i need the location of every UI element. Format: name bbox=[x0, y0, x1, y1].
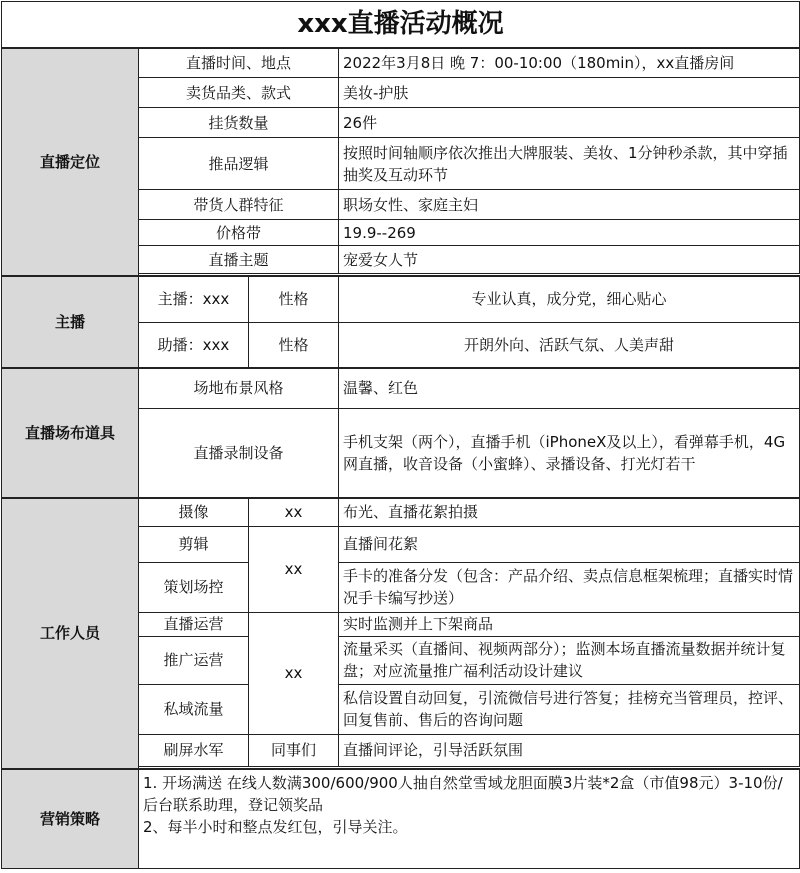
assistant-trait: 开朗外向、活跃气氛、人美声甜 bbox=[339, 322, 800, 368]
positioning-label-audience: 带货人群特征 bbox=[139, 190, 339, 220]
positioning-value-time: 2022年3月8日 晚 7：00-10:00（180min），xx直播房间 bbox=[339, 48, 800, 78]
venue-label-equipment: 直播录制设备 bbox=[139, 408, 339, 498]
positioning-label-category: 卖货品类、款式 bbox=[139, 78, 339, 108]
positioning-value-audience: 职场女性、家庭主妇 bbox=[339, 190, 800, 220]
staff-role-private-traffic: 私域流量 bbox=[139, 684, 249, 734]
host-trait: 专业认真，成分党，细心贴心 bbox=[339, 276, 800, 322]
staff-role-live-ops: 直播运营 bbox=[139, 612, 249, 636]
positioning-label-theme: 直播主题 bbox=[139, 246, 339, 274]
staff-role-promo-ops: 推广运营 bbox=[139, 636, 249, 684]
staff-duty-screen-army: 直播间评论，引导活跃氛围 bbox=[339, 734, 800, 766]
positioning-label-price: 价格带 bbox=[139, 220, 339, 246]
section-positioning: 直播定位 bbox=[2, 48, 139, 277]
marketing-content bbox=[139, 769, 800, 869]
host-trait-label: 性格 bbox=[249, 276, 339, 322]
section-host: 主播 bbox=[2, 276, 139, 368]
marketing-line-2: 2、每半小时和整点发红包，引导关注。 bbox=[143, 817, 408, 836]
page-title: xxx直播活动概况 bbox=[2, 2, 800, 48]
staff-duty-editing: 直播间花絮 bbox=[339, 526, 800, 562]
host-name: 主播：xxx bbox=[139, 276, 249, 322]
staff-duty-camera: 布光、直播花絮拍摄 bbox=[339, 498, 800, 526]
section-venue: 直播场布道具 bbox=[2, 368, 139, 498]
staff-role-planning: 策划场控 bbox=[139, 562, 249, 612]
positioning-value-price: 19.9--269 bbox=[339, 220, 800, 246]
assistant-name: 助播：xxx bbox=[139, 322, 249, 368]
live-overview-table bbox=[1, 1, 800, 869]
staff-role-camera: 摄像 bbox=[139, 498, 249, 526]
staff-duty-planning: 手卡的准备分发（包含：产品介绍、卖点信息框架梳理；直播实时情况手卡编写抄送） bbox=[339, 562, 800, 612]
section-marketing: 营销策略 bbox=[2, 769, 139, 869]
positioning-value-logic: 按照时间轴顺序依次推出大牌服装、美妆、1分钟秒杀款，其中穿插抽奖及互动环节 bbox=[339, 138, 800, 190]
staff-person-group1: xx bbox=[249, 526, 339, 612]
staff-role-editing: 剪辑 bbox=[139, 526, 249, 562]
positioning-value-category: 美妆-护肤 bbox=[339, 78, 800, 108]
positioning-value-quantity: 26件 bbox=[339, 108, 800, 138]
positioning-label-logic: 推品逻辑 bbox=[139, 138, 339, 190]
staff-duty-private-traffic: 私信设置自动回复，引流微信号进行答复；挂榜充当管理员，控评、回复售前、售后的咨询问题 bbox=[339, 684, 800, 734]
staff-duty-promo-ops: 流量采买（直播间、视频两部分）；监测本场直播流量数据并统计复盘；对应流量推广福利活动设计建议 bbox=[339, 636, 800, 684]
positioning-label-quantity: 挂货数量 bbox=[139, 108, 339, 138]
staff-person-group2: xx bbox=[249, 612, 339, 734]
assistant-trait-label: 性格 bbox=[249, 322, 339, 368]
staff-duty-live-ops: 实时监测并上下架商品 bbox=[339, 612, 800, 636]
positioning-value-theme: 宠爱女人节 bbox=[339, 246, 800, 274]
staff-person-camera: xx bbox=[249, 498, 339, 526]
venue-value-style: 温馨、红色 bbox=[339, 368, 800, 408]
staff-person-screen-army: 同事们 bbox=[249, 734, 339, 766]
venue-label-style: 场地布景风格 bbox=[139, 368, 339, 408]
venue-value-equipment: 手机支架（两个），直播手机（iPhoneX及以上），看弹幕手机，4G网直播，收音设备（小蜜蜂）、录播设备、打光灯若干 bbox=[339, 408, 800, 498]
marketing-line-1: 1. 开场满送 在线人数满300/600/900人抽自然堂雪域龙胆面膜3片装*2盒（市值98元）3-10份/后台联系助理，登记领奖品 bbox=[143, 773, 783, 814]
section-staff: 工作人员 bbox=[2, 498, 139, 769]
positioning-label-time: 直播时间、地点 bbox=[139, 48, 339, 78]
staff-role-screen-army: 刷屏水军 bbox=[139, 734, 249, 766]
